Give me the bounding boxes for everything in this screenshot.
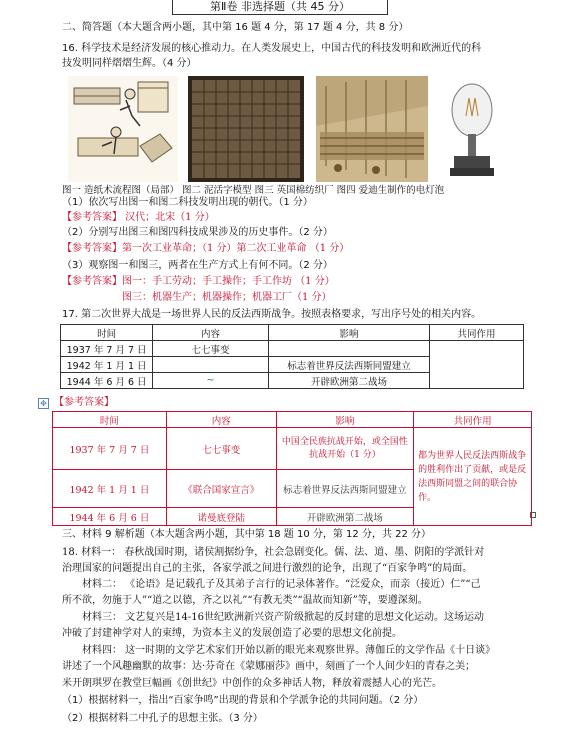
cell: 开辟欧洲第二战场 (276, 508, 414, 526)
material-3-line-2: 冲破了封建神学对人的束缚，为资本主义的发展创造了必要的思想文化前提。 (62, 628, 402, 639)
papermaking-image (68, 76, 178, 182)
material-4-line-1: 材料四： 这一时期的文学艺术家们开始以新的眼光来观察世界。薄伽丘的文学作品《十日谈》 (82, 645, 496, 656)
table-move-handle-icon[interactable]: ✥ (38, 398, 49, 409)
material-2-line-1: 材料二： 《论语》是记载孔子及其弟子言行的记录体著作。“泛爱众，而亲（接近）仁”“己 (82, 579, 481, 590)
cell: 1942 年 1 月 1 日 (61, 357, 153, 373)
cell: 标志着世界反法西斯同盟建立 (268, 357, 429, 373)
q18-1: （1）根据材料一，指出“百家争鸣”出现的背景和个学派争论的共同问题。（2 分） (62, 695, 424, 706)
q16-3: （3）观察图一和图三，两者在生产方式上有何不同。（2 分） (62, 260, 333, 271)
q16-2: （2）分别写出图三和图四科技成果涉及的历史事件。（2 分） (62, 227, 333, 238)
header-common: 共同作用 (414, 412, 532, 428)
header-common: 共同作用 (430, 325, 524, 341)
answer-label: 【参考答案】 (54, 397, 114, 408)
cell: 中国全民族抗战开始，或全国性抗战开始（1 分） (276, 428, 414, 470)
cell: 开辟欧洲第二战场 (268, 373, 429, 389)
material-1-line-1: 18. 材料一： 春秋战国时期，诸侯割据纷争，社会急剧变化。儒、法、道、墨、阴阳的学派针对 (62, 547, 485, 558)
answer-table (52, 411, 532, 526)
header-impact: 影响 (268, 325, 429, 341)
section3-heading: 三、材料 9 解析题（本大题含两小题，其中第 18 题 10 分，第 12 分，共 22 分） (62, 529, 432, 540)
header-content: 内容 (153, 325, 269, 341)
q16-1: （1）依次写出图一和图二科技发明出现的朝代。（1 分） (62, 197, 313, 208)
material-3-line-1: 材料三： 文艺复兴是14-16世纪欧洲新兴资产阶级掀起的反封建的思想文化运动。这场运动 (82, 612, 485, 623)
material-1-line-2: 治理国家的问题提出自己的主张，各家学派之间进行激烈的论争，出现了“百家争鸣”的局面。 (62, 563, 473, 574)
answer-1: 【参考答案】 汉代；北宋（1 分） (62, 212, 215, 223)
q18-2: （2）根据材料二中孔子的思想主张。（3 分） (62, 713, 263, 724)
cell: 《联合国家宣言》 (166, 470, 276, 508)
section2-heading: 二、简答题（本大题含两小题，其中第 16 题 4 分，第 17 题 4 分，共 8 分） (62, 22, 409, 33)
cell (153, 357, 269, 373)
material-4-line-2: 讲述了一个风趣幽默的故事：达·芬奇在《蒙娜丽莎》画中，刻画了一个人间少妇的青春之美； (62, 661, 476, 672)
header-time: 时间 (53, 412, 167, 428)
textile-factory-image (316, 76, 428, 182)
cell: ~ (153, 373, 269, 389)
header-impact: 影响 (276, 412, 414, 428)
header-content: 内容 (166, 412, 276, 428)
material-4-line-3: 米开朗琪罗在教堂巨幅画《创世纪》中创作的众多神话人物，释放着震撼人心的光芒。 (62, 678, 442, 689)
cell: 1937 年 7 月 7 日 (53, 428, 167, 470)
answer-2: 【参考答案】第一次工业革命；（1 分）第二次工业革命 （1 分） (62, 243, 350, 254)
answer-3a: 【参考答案】图一：手工劳动；手工操作；手工作坊 （1 分） (62, 276, 335, 287)
answer-3b: 图三：机器生产；机器操作；机器工厂（1 分） (122, 292, 332, 303)
cell: 1937 年 7 月 7 日 (61, 341, 153, 357)
cell-common: 都为世界人民反法西斯战争的胜利作出了贡献，或是反法西斯同盟之间的联合协作。 (414, 428, 532, 526)
light-bulb-image (438, 76, 506, 182)
cell: 1942 年 1 月 1 日 (53, 470, 167, 508)
movable-type-image (188, 76, 304, 182)
cell (268, 341, 429, 357)
cell: 1944 年 6 月 6 日 (53, 508, 167, 526)
header-time: 时间 (61, 325, 153, 341)
cell: 七七事变 (153, 341, 269, 357)
q17-text: 17. 第二次世界大战是一场世界人民的反法西斯战争。按照表格要求，写出序号处的相关内容。 (62, 309, 482, 320)
q16-text-2: 技发明同样熠熠生辉。（4 分） (62, 58, 197, 69)
q16-text: 16. 科学技术是经济发展的核心推动力。在人类发展史上，中国古代的科技发明和欧洲近代的科 (62, 43, 482, 54)
cell: 诺曼底登陆 (166, 508, 276, 526)
figure-caption: 图一 造纸术流程图（局部） 图二 泥活字模型 图三 英国棉纺织厂 图四 爱迪生制作的电灯泡 (62, 185, 445, 196)
cell: 七七事变 (166, 428, 276, 470)
question-table (60, 324, 524, 389)
cell: 1944 年 6 月 6 日 (61, 373, 153, 389)
cell-common (430, 341, 524, 389)
cell: 标志着世界反法西斯同盟建立 (276, 470, 414, 508)
table-resize-handle[interactable] (530, 512, 536, 518)
material-2-line-2: 所不欲，勿施于人”“道之以德，齐之以礼”“有教无类”“温故而知新”等，要遵深刻。 (62, 595, 428, 606)
page-title: 第Ⅱ卷 非选择题（共 45 分） (172, 0, 388, 15)
